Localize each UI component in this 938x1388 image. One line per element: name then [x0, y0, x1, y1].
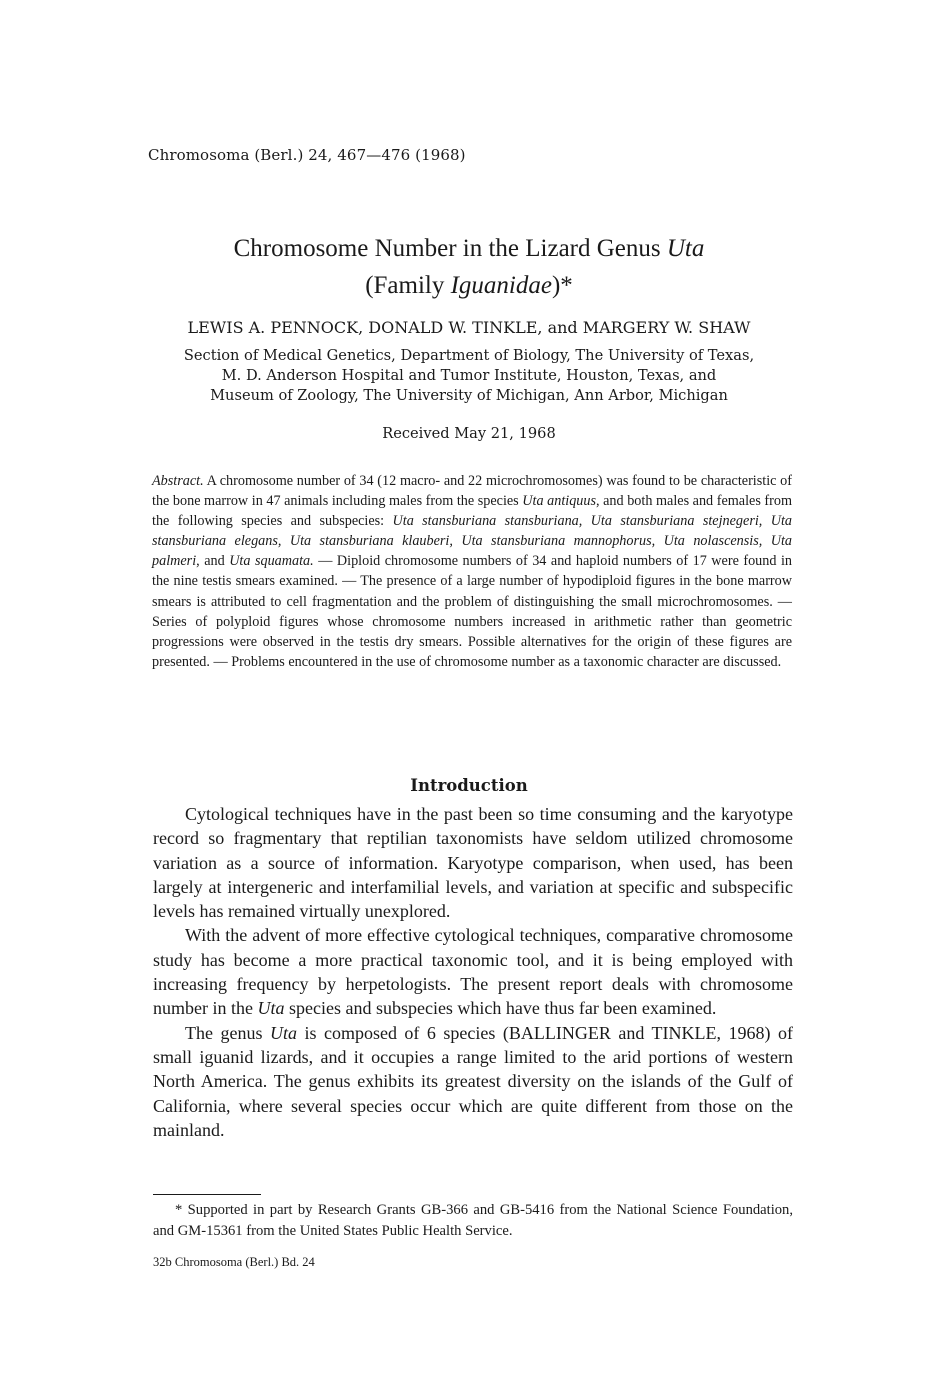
footnote: * Supported in part by Research Grants GB-366 and GB-5416 from the National Science Foundation, and GM-15361 from the United States Public Health Service.	[153, 1202, 793, 1239]
paragraph: Cytological techniques have in the past been so time consuming and the karyotype record so fragmentary that reptilian taxonomists have seldom utilized chromosome variation as a source of information. Karyotype comparison, when used, has been largely at intergeneric and interfamilial levels, and variation at specific and subspecific levels has remained virtually unexplored.	[153, 804, 793, 922]
paragraph: The genus Uta is composed of 6 species (BALLINGER and TINKLE, 1968) of small iguanid lizards, and it occupies a range limited to the arid portions of western North America. The genus exhibits its greatest diversity on the islands of the Gulf of California, where several species occur which are quite different from those on the mainland.	[153, 1022, 793, 1140]
title-line2-close: )*	[551, 272, 573, 299]
author: MARGERY W. SHAW	[582, 318, 751, 337]
affiliation-line: Section of Medical Genetics, Department of Biology, The University of Texas,	[183, 347, 755, 364]
abstract-label: Abstract.	[152, 473, 204, 489]
author-list: LEWIS A. PENNOCK, DONALD W. TINKLE, and MARGERY W. SHAW	[187, 318, 751, 337]
received-date: Received May 21, 1968	[382, 425, 556, 442]
footnote-divider	[153, 1194, 261, 1195]
section-heading-introduction: Introduction	[410, 776, 528, 795]
article-title	[100, 230, 838, 304]
author: DONALD W. TINKLE	[368, 318, 538, 337]
affiliation-line: M. D. Anderson Hospital and Tumor Institute, Houston, Texas, and	[221, 367, 717, 384]
affiliation-line: Museum of Zoology, The University of Michigan, Ann Arbor, Michigan	[210, 387, 728, 404]
title-genus: Uta	[666, 235, 705, 262]
page-signature: 32b Chromosoma (Berl.) Bd. 24	[153, 1255, 315, 1269]
introduction-body	[153, 802, 793, 1142]
affiliation	[150, 346, 788, 406]
title-family: Iguanidae	[450, 272, 552, 299]
paragraph: With the advent of more effective cytological techniques, comparative chromosome study has become a more practical taxonomic tool, and it is being employed with increasing frequency by herpetologists. The present report deals with chromosome number in the Uta species and subspecies which have thus far been examined.	[153, 925, 793, 1019]
abstract: Abstract. A chromosome number of 34 (12 macro- and 22 microchromosomes) was found to be characteristic of the bone marrow in 47 animals including males from the species Uta antiquus, and both males and females from the following species and subspecies: Uta stansburiana stansburiana, Uta stansburiana stejnegeri, Uta stansburiana elegans, Uta stansburiana klauberi, Uta stansburiana mannophorus, Uta nolascensis, Uta palmeri, and Uta squamata. — Diploid chromosome numbers of 34 and haploid numbers of 17 were found in the nine testis smears examined. — The presence of a large number of hypodiploid figures in the bone marrow smears is attributed to cell fragmentation and the problem of distinguishing the small microchromosomes. — Series of polyploid figures whose chromosome numbers increased in arithmetic rather than geometric progressions were observed in the testis dry smears. Possible alternatives for the origin of these figures are presented. — Problems encountered in the use of chromosome number as a taxonomic character are discussed.	[152, 473, 792, 670]
journal-reference: Chromosoma (Berl.) 24, 467—476 (1968)	[148, 146, 466, 164]
author: LEWIS A. PENNOCK	[187, 318, 359, 337]
title-line1-text: Chromosome Number in the Lizard Genus	[233, 235, 667, 262]
title-line2-open: (Family	[365, 272, 451, 299]
